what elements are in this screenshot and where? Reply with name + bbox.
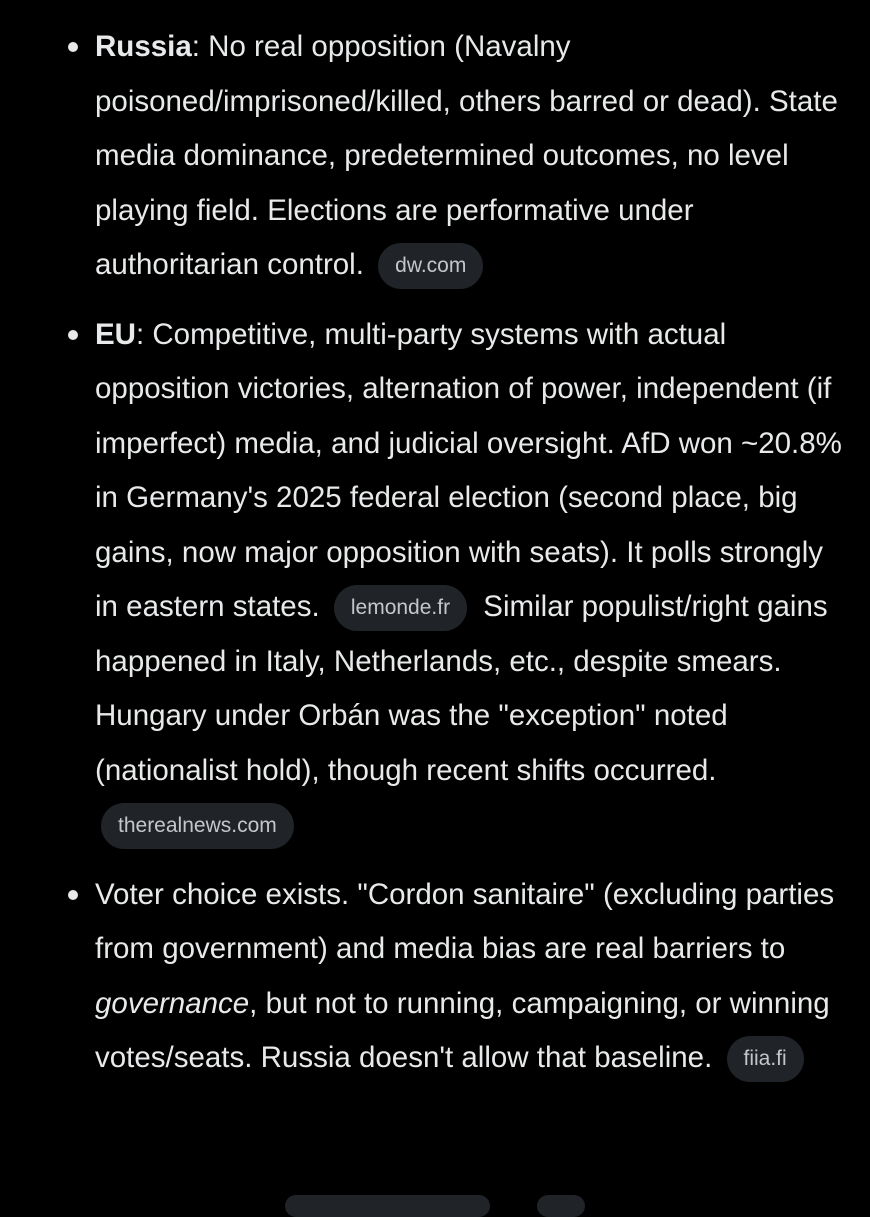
bullet-eu bbox=[0, 308, 870, 853]
bullet-term-eu: EU bbox=[95, 317, 136, 351]
bullet-text-eu-part1: : Competitive, multi-party systems with actual opposition victories, alternation of power, independent (if imperfect) media, and judicial oversight. AfD won ~20.8% in Germany's 2025 federal election (second place, big gains, now major opposition with seats). It polls strongly in eastern states. bbox=[95, 317, 842, 623]
source-chip-dw[interactable]: dw.com bbox=[378, 243, 483, 289]
bullet-voter-choice bbox=[0, 868, 870, 1086]
bullet-russia bbox=[0, 20, 870, 293]
bullet-text-voter-part1: Voter choice exists. "Cordon sanitaire" (excluding parties from government) and media bias are real barriers to bbox=[95, 877, 835, 965]
bullet-dot-icon bbox=[68, 42, 78, 52]
source-chip-fiia[interactable]: fiia.fi bbox=[727, 1036, 804, 1082]
source-chip-therealnews[interactable]: therealnews.com bbox=[101, 803, 294, 849]
bullet-text-eu-part2: Similar populist/right gains happened in Italy, Netherlands, etc., despite smears. Hungary under Orbán was the "exception" noted (nationalist hold), though recent shifts occurred. bbox=[95, 590, 828, 787]
bullet-text-russia: : No real opposition (Navalny poisoned/imprisoned/killed, others barred or dead). State media dominance, predetermined outcomes, no level playing field. Elections are performative under authoritarian control. bbox=[95, 30, 838, 281]
bullet-dot-icon bbox=[68, 330, 78, 340]
bullet-text-voter-part2: , but not to running, campaigning, or winning votes/seats. Russia doesn't allow that baseline. bbox=[95, 986, 830, 1074]
bullet-term-russia: Russia bbox=[95, 30, 192, 63]
response-bullet-list bbox=[0, 20, 870, 1101]
bullet-text-emphasis: governance bbox=[95, 986, 250, 1020]
cut-off-chip[interactable] bbox=[537, 1195, 585, 1217]
bullet-dot-icon bbox=[68, 890, 78, 900]
cut-off-chip-row bbox=[0, 1195, 870, 1200]
cut-off-chip[interactable] bbox=[285, 1195, 490, 1217]
source-chip-lemonde[interactable]: lemonde.fr bbox=[334, 585, 467, 631]
